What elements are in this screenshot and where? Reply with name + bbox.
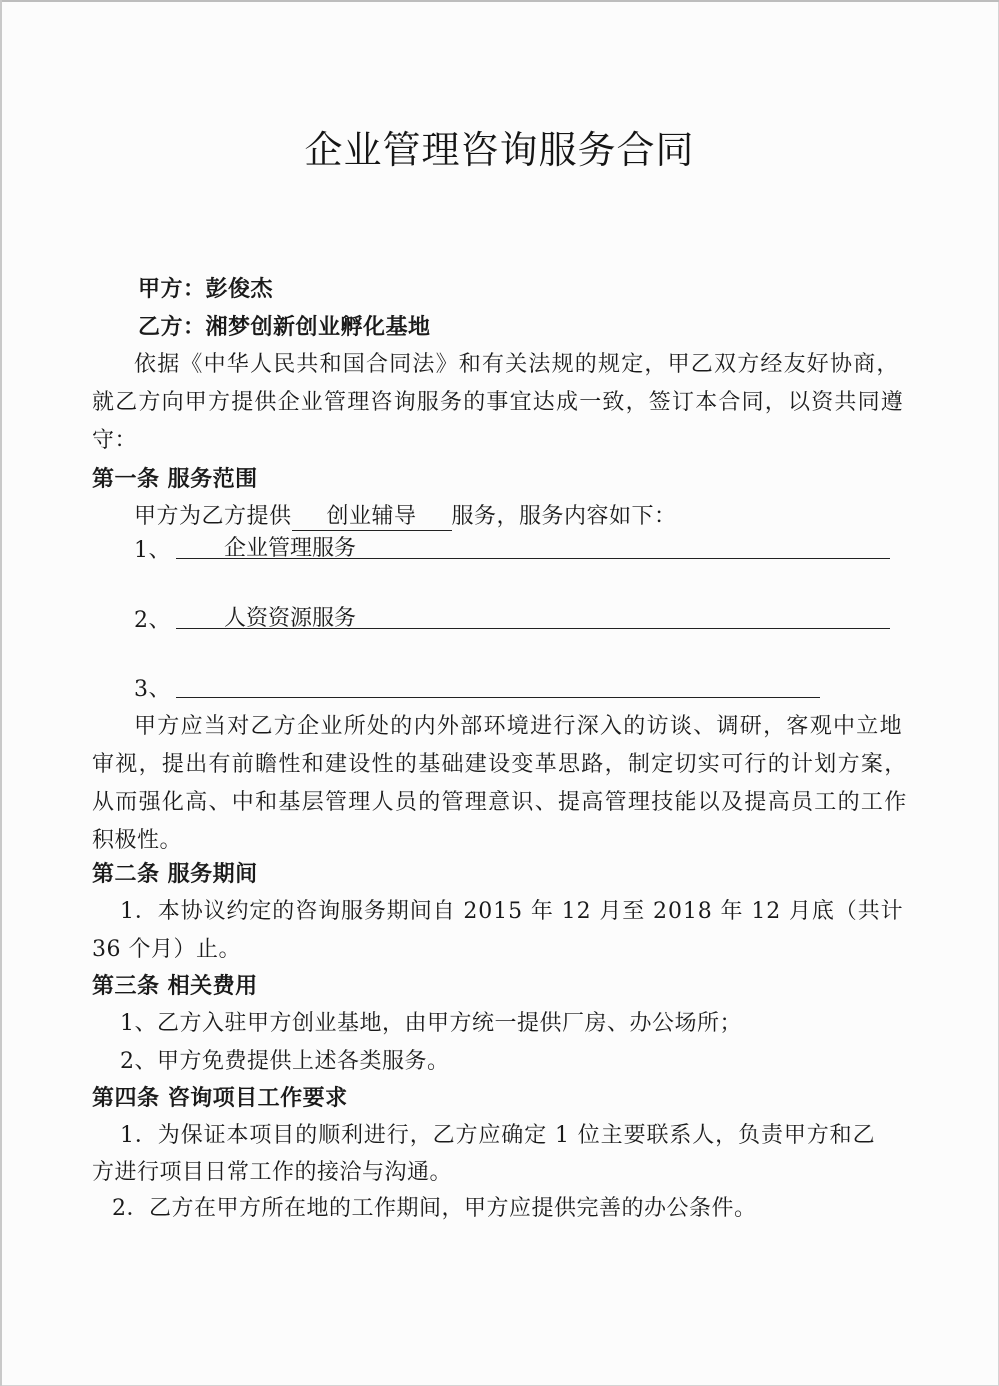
intro-line-3: 守： xyxy=(92,428,138,453)
article1-para-line-3: 从而强化高、中和基层管理人员的管理意识、提高管理技能以及提高员工的工作 xyxy=(92,790,908,815)
article1-para-line-4: 积极性。 xyxy=(92,828,183,853)
article1-para-line-1: 甲方应当对乙方企业所处的内外部环境进行深入的访谈、调研，客观中立地 xyxy=(134,714,903,739)
article4-line-1: 1．为保证本项目的顺利进行，乙方应确定 1 位主要联系人，负责甲方和乙 xyxy=(120,1123,876,1148)
article3-heading: 第三条 相关费用 xyxy=(92,973,258,999)
article1-para-line-2: 审视，提出有前瞻性和建设性的基础建设变革思路，制定切实可行的计划方案， xyxy=(92,752,908,777)
service-item-2-text: 人资资源服务 xyxy=(224,606,357,631)
service-item-1-text: 企业管理服务 xyxy=(224,536,357,561)
article3-line-1: 1、乙方入驻甲方创业基地，由甲方统一提供厂房、办公场所； xyxy=(120,1011,742,1036)
article1-service-line xyxy=(134,504,677,531)
article4-line-2: 方进行项目日常工作的接洽与沟通。 xyxy=(92,1160,453,1185)
article4-line-3: 2．乙方在甲方所在地的工作期间，甲方应提供完善的办公条件。 xyxy=(112,1196,757,1221)
article1-heading: 第一条 服务范围 xyxy=(92,466,258,492)
service-type-value: 创业辅导 xyxy=(292,504,452,531)
scan-edge-left xyxy=(0,0,2,1386)
contract-title: 企业管理咨询服务合同 xyxy=(304,128,695,172)
party-b: 乙方：湘梦创新创业孵化基地 xyxy=(138,314,431,340)
service-item-1-num: 1、 xyxy=(134,538,171,563)
article2-heading: 第二条 服务期间 xyxy=(92,861,258,887)
service-line-prefix: 甲方为乙方提供 xyxy=(134,504,292,529)
article4-heading: 第四条 咨询项目工作要求 xyxy=(92,1085,348,1111)
intro-line-2: 就乙方向甲方提供企业管理咨询服务的事宜达成一致，签订本合同，以资共同遵 xyxy=(92,390,905,415)
service-item-2-num: 2、 xyxy=(134,608,171,633)
party-a: 甲方：彭俊杰 xyxy=(138,276,274,302)
article2-line-2: 36 个月）止。 xyxy=(92,937,241,962)
service-line-suffix: 服务，服务内容如下： xyxy=(451,504,677,529)
intro-line-1: 依据《中华人民共和国合同法》和有关法规的规定，甲乙双方经友好协商， xyxy=(134,352,900,377)
service-item-1-underline xyxy=(176,558,890,559)
service-item-3-underline xyxy=(176,697,820,698)
scan-edge-top xyxy=(0,0,999,2)
article2-line-1: 1．本协议约定的咨询服务期间自 2015 年 12 月至 2018 年 12 月底（共计 xyxy=(120,899,904,924)
article3-line-2: 2、甲方免费提供上述各类服务。 xyxy=(120,1049,450,1074)
service-item-2-underline xyxy=(176,628,890,629)
service-item-3-num: 3、 xyxy=(134,677,171,702)
